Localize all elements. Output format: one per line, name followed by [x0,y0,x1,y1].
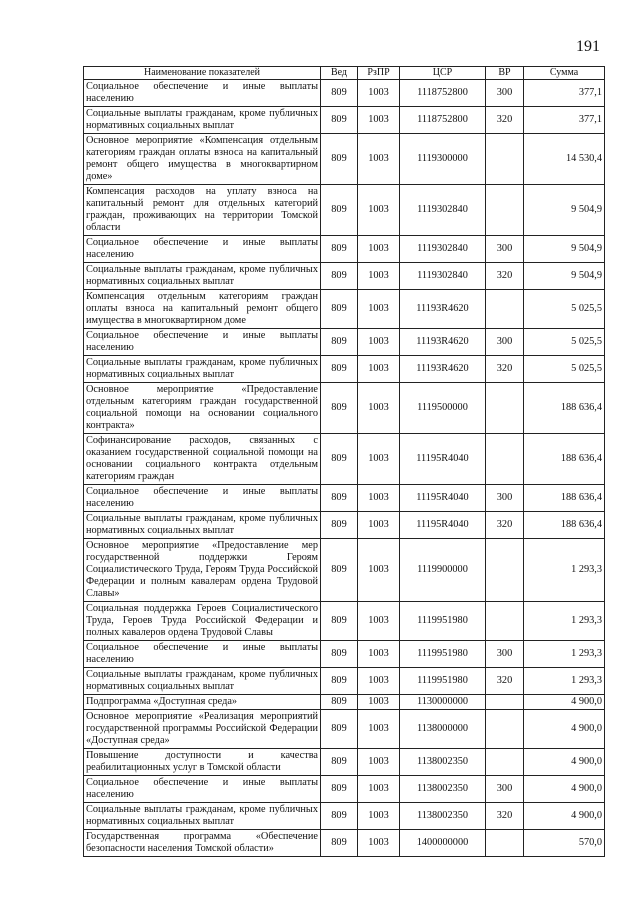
row-csr: 11193R4620 [400,329,486,356]
table-row [84,710,605,749]
row-rzpr: 1003 [358,107,400,134]
row-rzpr: 1003 [358,695,400,710]
row-name: Компенсация расходов на уплату взноса на капитальный ремонт для отдельных категорий граждан, проживающих на территории Томской области [84,185,321,236]
row-ved: 809 [321,290,358,329]
table-row [84,512,605,539]
row-sum: 14 530,4 [524,134,605,185]
header-rzpr: РзПР [358,67,400,80]
row-sum: 377,1 [524,107,605,134]
row-vr: 320 [486,668,524,695]
row-vr [486,383,524,434]
table-body [84,80,605,857]
row-vr: 320 [486,263,524,290]
row-sum: 188 636,4 [524,512,605,539]
row-csr: 1119300000 [400,134,486,185]
row-name: Подпрограмма «Доступная среда» [84,695,321,710]
table-row [84,236,605,263]
row-csr: 1138002350 [400,776,486,803]
table-row [84,830,605,857]
row-csr: 1119302840 [400,263,486,290]
row-csr: 1119951980 [400,668,486,695]
row-name: Социальное обеспечение и иные выплаты населению [84,641,321,668]
table-row [84,695,605,710]
row-vr: 300 [486,236,524,263]
row-vr [486,749,524,776]
table-row [84,383,605,434]
row-vr: 320 [486,803,524,830]
row-name: Социальное обеспечение и иные выплаты населению [84,236,321,263]
table-row [84,434,605,485]
row-ved: 809 [321,383,358,434]
row-sum: 4 900,0 [524,749,605,776]
table-row [84,803,605,830]
row-ved: 809 [321,641,358,668]
row-sum: 4 900,0 [524,695,605,710]
row-name: Социальные выплаты гражданам, кроме публичных нормативных социальных выплат [84,512,321,539]
row-vr: 320 [486,107,524,134]
row-sum: 5 025,5 [524,329,605,356]
row-ved: 809 [321,236,358,263]
row-name: Компенсация отдельным категориям граждан оплаты взноса на капитальный ремонт общего имущества в многоквартирном доме [84,290,321,329]
row-csr: 11193R4620 [400,290,486,329]
row-ved: 809 [321,263,358,290]
row-sum: 377,1 [524,80,605,107]
table-row [84,107,605,134]
header-sum: Сумма [524,67,605,80]
table-row [84,263,605,290]
row-sum: 9 504,9 [524,263,605,290]
table-header-row [84,67,605,80]
table-row [84,485,605,512]
row-rzpr: 1003 [358,434,400,485]
row-vr: 300 [486,329,524,356]
row-vr [486,830,524,857]
row-rzpr: 1003 [358,776,400,803]
table-row [84,356,605,383]
row-csr: 1118752800 [400,107,486,134]
row-ved: 809 [321,749,358,776]
table-row [84,641,605,668]
row-name: Социальные выплаты гражданам, кроме публичных нормативных социальных выплат [84,356,321,383]
table-row [84,776,605,803]
row-name: Социальные выплаты гражданам, кроме публичных нормативных социальных выплат [84,107,321,134]
row-sum: 9 504,9 [524,236,605,263]
table-row [84,749,605,776]
budget-table [83,66,605,857]
table-row [84,329,605,356]
row-ved: 809 [321,485,358,512]
table-row [84,185,605,236]
row-name: Основное мероприятие «Предоставление мер государственной поддержки Героям Социалистического Труда, Героям Труда Российской Федерации и полным кавалерам ордена Трудовой Славы» [84,539,321,602]
row-csr: 1119951980 [400,602,486,641]
row-vr: 300 [486,641,524,668]
row-sum: 1 293,3 [524,668,605,695]
row-rzpr: 1003 [358,749,400,776]
row-ved: 809 [321,602,358,641]
row-name: Социальные выплаты гражданам, кроме публичных нормативных социальных выплат [84,668,321,695]
row-sum: 1 293,3 [524,641,605,668]
row-ved: 809 [321,776,358,803]
row-sum: 188 636,4 [524,383,605,434]
row-sum: 4 900,0 [524,710,605,749]
row-name: Социальное обеспечение и иные выплаты населению [84,776,321,803]
row-ved: 809 [321,830,358,857]
row-name: Софинансирование расходов, связанных с оказанием государственной социальной помощи на основании социального контракта отдельным категориям граждан [84,434,321,485]
row-csr: 1118752800 [400,80,486,107]
row-vr [486,695,524,710]
row-rzpr: 1003 [358,263,400,290]
row-vr: 300 [486,80,524,107]
row-ved: 809 [321,80,358,107]
row-sum: 570,0 [524,830,605,857]
row-csr: 1138000000 [400,710,486,749]
row-rzpr: 1003 [358,290,400,329]
row-rzpr: 1003 [358,356,400,383]
row-rzpr: 1003 [358,710,400,749]
row-ved: 809 [321,695,358,710]
row-vr [486,290,524,329]
row-csr: 11195R4040 [400,512,486,539]
row-name: Социальное обеспечение и иные выплаты населению [84,80,321,107]
row-csr: 1130000000 [400,695,486,710]
header-ved: Вед [321,67,358,80]
header-name: Наименование показателей [84,67,321,80]
row-vr: 320 [486,356,524,383]
row-ved: 809 [321,434,358,485]
row-vr [486,434,524,485]
row-csr: 1119951980 [400,641,486,668]
row-name: Социальное обеспечение и иные выплаты населению [84,485,321,512]
row-rzpr: 1003 [358,668,400,695]
row-csr: 1119302840 [400,185,486,236]
header-vr: ВР [486,67,524,80]
row-rzpr: 1003 [358,329,400,356]
row-rzpr: 1003 [358,236,400,263]
page-number: 191 [576,38,600,55]
row-ved: 809 [321,107,358,134]
table-row [84,80,605,107]
row-sum: 1 293,3 [524,602,605,641]
row-ved: 809 [321,710,358,749]
row-csr: 1119500000 [400,383,486,434]
row-ved: 809 [321,539,358,602]
row-rzpr: 1003 [358,830,400,857]
row-rzpr: 1003 [358,383,400,434]
row-sum: 5 025,5 [524,356,605,383]
row-csr: 1138002350 [400,749,486,776]
row-name: Социальная поддержка Героев Социалистического Труда, Героев Труда Российской Федерации и полных кавалеров ордена Трудовой Славы [84,602,321,641]
table-row [84,602,605,641]
row-ved: 809 [321,134,358,185]
row-name: Основное мероприятие «Реализация мероприятий государственной программы Российской Федерации «Доступная среда» [84,710,321,749]
row-csr: 1119302840 [400,236,486,263]
row-sum: 188 636,4 [524,485,605,512]
row-rzpr: 1003 [358,539,400,602]
table-row [84,668,605,695]
table-row [84,539,605,602]
header-csr: ЦСР [400,67,486,80]
row-name: Социальные выплаты гражданам, кроме публичных нормативных социальных выплат [84,803,321,830]
row-vr [486,710,524,749]
row-name: Социальное обеспечение и иные выплаты населению [84,329,321,356]
row-csr: 1400000000 [400,830,486,857]
row-rzpr: 1003 [358,134,400,185]
row-rzpr: 1003 [358,803,400,830]
row-csr: 11193R4620 [400,356,486,383]
row-ved: 809 [321,512,358,539]
row-name: Основное мероприятие «Предоставление отдельным категориям граждан государственной социальной помощи на основании социального контракта» [84,383,321,434]
table-row [84,134,605,185]
row-vr: 300 [486,485,524,512]
row-sum: 9 504,9 [524,185,605,236]
row-name: Государственная программа «Обеспечение безопасности населения Томской области» [84,830,321,857]
row-rzpr: 1003 [358,80,400,107]
row-csr: 11195R4040 [400,434,486,485]
row-vr [486,185,524,236]
row-vr [486,602,524,641]
row-sum: 4 900,0 [524,803,605,830]
row-sum: 188 636,4 [524,434,605,485]
row-rzpr: 1003 [358,485,400,512]
row-name: Повышение доступности и качества реабилитационных услуг в Томской области [84,749,321,776]
row-vr [486,539,524,602]
row-ved: 809 [321,329,358,356]
row-sum: 1 293,3 [524,539,605,602]
row-csr: 11195R4040 [400,485,486,512]
table-row [84,290,605,329]
row-sum: 4 900,0 [524,776,605,803]
row-name: Социальные выплаты гражданам, кроме публичных нормативных социальных выплат [84,263,321,290]
row-vr [486,134,524,185]
row-csr: 1138002350 [400,803,486,830]
row-name: Основное мероприятие «Компенсация отдельным категориям граждан оплаты взноса на капитальный ремонт общего имущества в многоквартирном доме» [84,134,321,185]
row-vr: 300 [486,776,524,803]
row-ved: 809 [321,668,358,695]
row-rzpr: 1003 [358,512,400,539]
row-csr: 1119900000 [400,539,486,602]
row-rzpr: 1003 [358,185,400,236]
row-ved: 809 [321,185,358,236]
row-vr: 320 [486,512,524,539]
row-ved: 809 [321,803,358,830]
row-rzpr: 1003 [358,602,400,641]
row-ved: 809 [321,356,358,383]
row-sum: 5 025,5 [524,290,605,329]
row-rzpr: 1003 [358,641,400,668]
